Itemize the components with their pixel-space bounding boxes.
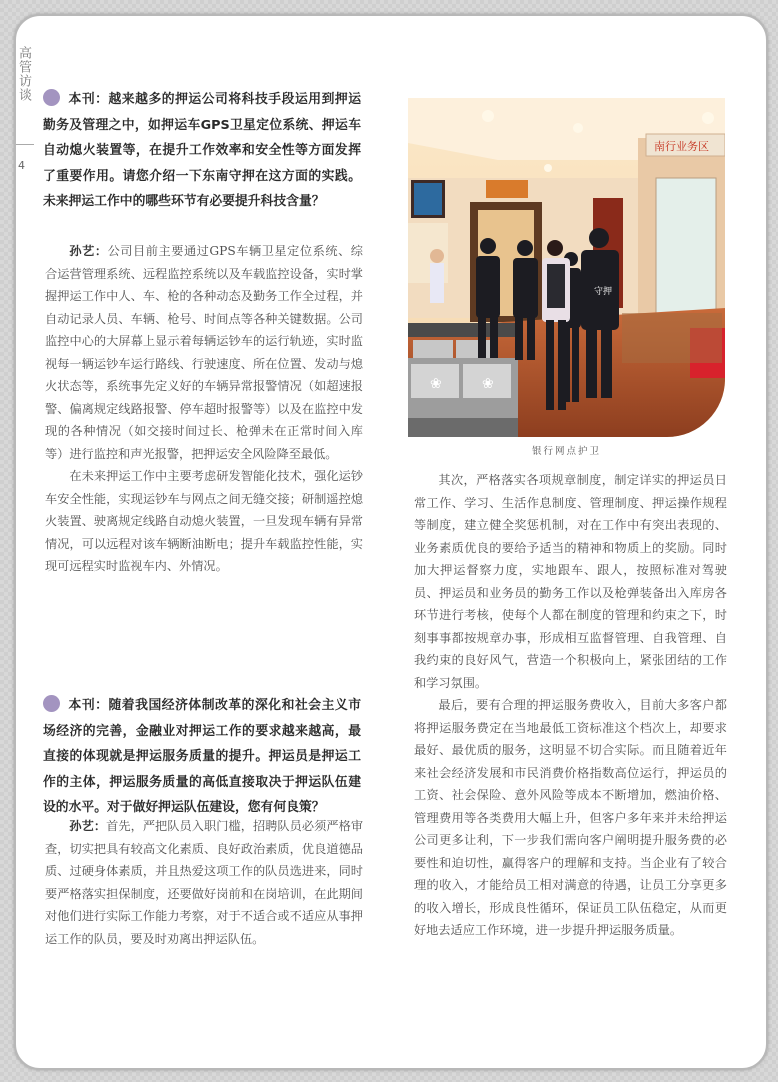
- answer-1: [45, 240, 363, 578]
- answer-2: [45, 815, 363, 950]
- page-number: 4: [18, 159, 25, 172]
- answer-2-continued: [414, 469, 727, 942]
- section-title: 高管访谈: [16, 46, 31, 102]
- answer-1-text-1: 公司目前主要通过GPS车辆卫星定位系统、综合运营管理系统、远程监控系统以及车载监控设备，实时掌握押运工作中人、车、枪的各种动态及勤务工作全过程，并自动记录人员、车辆、枪号、时间点等各种关键数据。公司监控中心的大屏幕上显示着每辆运钞车的运行轨迹，实时监视每一辆运钞车运行路线、行驶速度、所在位置、发动与熄火状态等，系统事先定义好的车辆异常报警情况（如超速报警、偏离规定线路报警、停车超时报警等）以及在监控中发现的各种情况（如交接时间过长、枪弹未在正常时间入库等）进行监控和声光报警，把押运安全风险降至最低。: [45, 244, 363, 461]
- question-1-lead: 本刊：: [68, 92, 109, 107]
- photo-caption: 银行网点护卫: [531, 446, 601, 457]
- bank-guard-photo: [408, 98, 725, 437]
- answer-1-paragraph-2: 在未来押运工作中主要考虑研发智能化技术，强化运钞车安全性能，实现运钞车与网点之间无缝交接；研制遥控熄火装置、驶离规定线路自动熄火装置，一旦发现车辆有异常情况，可以远程对该车辆断油断电；提升车载监控性能，实现可远程实时监视车内、外情况。: [45, 469, 363, 573]
- question-1: [43, 87, 361, 215]
- question-bullet-icon: [43, 89, 60, 106]
- answer-2-text-1: 首先，严把队员入职门槛，招聘队员必须严格审查，切实把具有较高文化素质、良好政治素质，优良道德品质、过硬身体素质，并且热爱这项工作的队员选进来，同时要严格落实担保制度，还要做好岗前和在岗培训，在此期间对他们进行实际工作能力考察，对于不适合或不适应从事押运工作的队员，要及时劝离出押运队伍。: [45, 819, 364, 946]
- question-1-text: 越来越多的押运公司将科技手段运用到押运勤务及管理之中，如押运车GPS卫星定位系统、押运车自动熄火装置等，在提升工作效率和安全性等方面发挥了重要作用。请您介绍一下东南守押在这方面的实践。未来押运工作中的哪些环节有必要提升科技含量？: [43, 92, 362, 209]
- magazine-page: [14, 14, 768, 1070]
- photo-vest-text: 守押: [594, 287, 613, 297]
- margin-rule: [16, 144, 34, 145]
- question-2: [43, 693, 361, 821]
- answer-1-speaker: 孙艺：: [69, 244, 108, 258]
- photo-sign-text: 南行业务区: [654, 140, 709, 153]
- svg-text:❀: ❀: [430, 376, 442, 392]
- question-2-text: 随着我国经济体制改革的深化和社会主义市场经济的完善，金融业对押运工作的要求越来越高，最直接的体现就是押运服务质量的提升。押运员是押运工作的主体，押运服务质量的高低直接取决于押运队伍建设的水平。对于做好押运队伍建设，您有何良策？: [43, 698, 362, 815]
- answer-2-speaker: 孙艺：: [69, 819, 107, 833]
- question-2-lead: 本刊：: [68, 698, 109, 713]
- answer-2-paragraph-1: [45, 815, 363, 950]
- answer-1-paragraph-1: [45, 240, 363, 465]
- section-margin-tab: [16, 46, 34, 196]
- answer-2-paragraph-2: 其次，严格落实各项规章制度，制定详实的押运员日常工作、学习、生活作息制度、管理制度、押运操作规程等制度，建立健全奖惩机制，对在工作中有突出表现的、业务素质优良的要给予适当的精神和物质上的奖励。同时加大押运督察力度，实地跟车、跟人，按照标准对驾驶员、押运员和业务员的勤务工作以及枪弹装备出入库房各环节进行考核，使每个人都在制度的管理和约束之下，时刻事事都按规章办事，形成相互监督管理、自我管理、自我约束的良好风气，营造一个积极向上，紧张团结的工作和学习氛围。: [414, 473, 727, 690]
- svg-text:❀: ❀: [482, 376, 494, 392]
- photo-illustration: [408, 98, 725, 437]
- answer-2-paragraph-3: 最后，要有合理的押运服务费收入，目前大多客户都将押运服务费定在当地最低工资标准这个档次上，却要求最好、最优质的服务，这明显不切合实际。而且随着近年来社会经济发展和市民消费价格指数高位运行，押运员的工资、社会保险、意外风险等成本不断增加，燃油价格、管理费用等各类费用大幅上升，但客户多年来并未给押运公司更多让利，下一步我们需向客户阐明提升服务费的必要性和迫切性，赢得客户的理解和支持。当企业有了较合理的收入，才能给员工相对满意的待遇，让员工分享更多的收入增长，形成良性循环，保证员工队伍稳定，从而更好地去适应工作环境，进一步提升押运服务质量。: [414, 698, 727, 937]
- question-bullet-icon: [43, 695, 60, 712]
